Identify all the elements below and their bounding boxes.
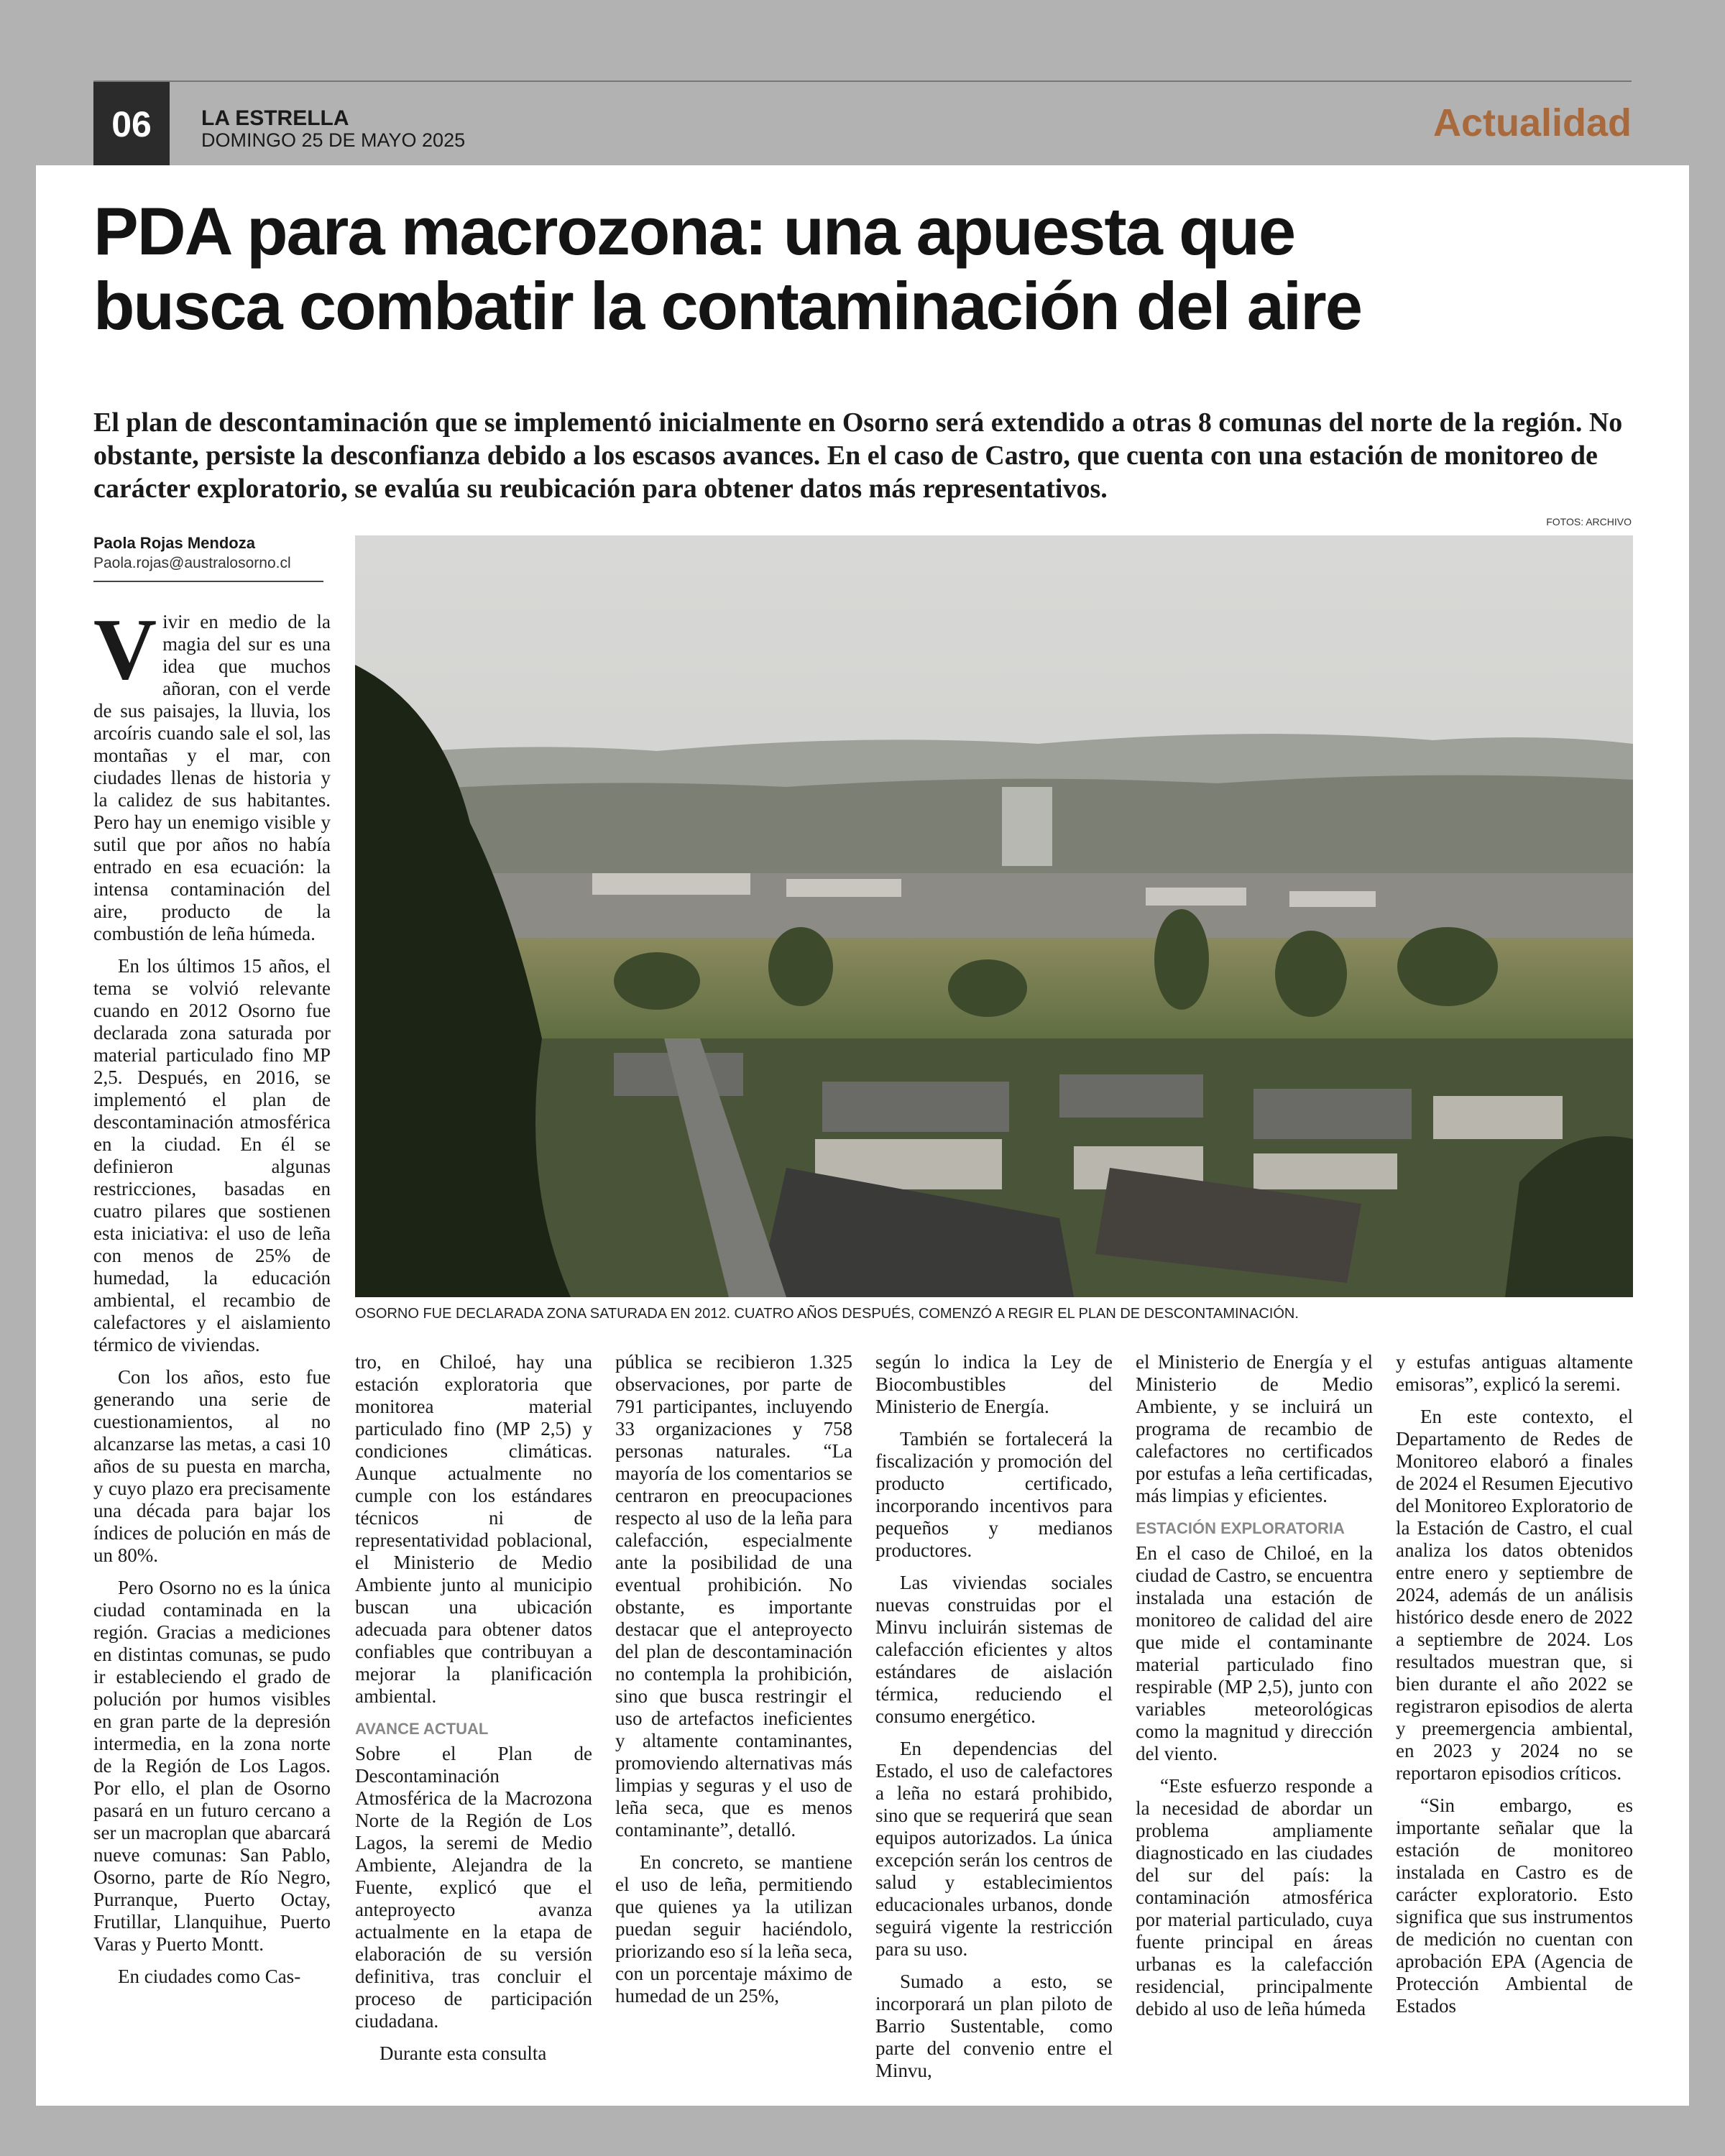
publication-date: DOMINGO 25 DE MAYO 2025: [201, 129, 466, 151]
paragraph: En los últimos 15 años, el tema se volvió relevante cuando en 2012 Osorno fue declarada zona saturada por material particulado fino MP 2,5. Después, en 2016, se implementó el plan de descontaminación atmosférica en la ciudad. En él se definieron algunas restricciones, basadas en cuatro pilares que sostienen esta iniciativa: el uso de leña con menos de 25% de humedad, la educación ambiental, el recambio de calefactores y el aislamiento térmico de viviendas.: [93, 955, 331, 1355]
author-email: Paola.rojas@australosorno.cl: [93, 555, 291, 571]
body-column-3: [615, 1351, 852, 2017]
page-number: 06: [93, 82, 170, 167]
body-column-5: [1136, 1351, 1373, 2030]
body-column-2: [355, 1351, 592, 2075]
paragraph: En este contexto, el Departamento de Redes de Monitoreo elaboró a finales de 2024 el Resumen Ejecutivo del Monitoreo Exploratorio de la Estación de Castro, el cual analiza los datos obtenidos entre enero y septiembre de 2024, además de un análisis histórico desde enero de 2022 a septiembre de 2024. Los resultados muestran que, si bien durante el año 2022 se registraron episodios de alerta y preemergencia ambiental, en 2023 y 2024 no se reportaron episodios críticos.: [1396, 1406, 1633, 1784]
drop-cap: V: [93, 601, 157, 698]
paragraph: Sumado a esto, se incorporará un plan piloto de Barrio Sustentable, como parte del convenio entre el Minvu,: [875, 1971, 1113, 2081]
author-rule: [93, 581, 323, 582]
headline-line-2: busca combatir la contaminación del aire: [93, 268, 1362, 344]
paragraph: También se fortalecerá la fiscalización y promoción del producto certificado, incorporando incentivos para pequeños y medianos productores.: [875, 1428, 1113, 1561]
paragraph: pública se recibieron 1.325 observaciones, por parte de 791 participantes, incluyendo 33 organizaciones y 758 personas naturales. “La mayoría de los comentarios se centraron en preocupaciones respecto al uso de la leña para calefacción, especialmente ante la posibilidad de una eventual prohibición. No obstante, es importante destacar que el anteproyecto del plan de descontaminación no contempla la prohibición, sino que busca restringir el uso de artefactos ineficientes y altamente contaminantes, promoviendo alternativas más limpias y seguras y el uso de leña seca, que es menos contaminante”, detalló.: [615, 1351, 852, 1841]
city-photo-illustration: [355, 535, 1633, 1297]
paragraph: Durante esta consulta: [380, 2042, 547, 2064]
photo-credit: FOTOS: ARCHIVO: [1546, 516, 1632, 528]
author-name: Paola Rojas Mendoza: [93, 534, 255, 552]
paragraph: En concreto, se mantiene el uso de leña, permitiendo que quienes ya la utilizan puedan seguir haciéndolo, priorizando eso sí la leña seca, con un porcentaje máximo de humedad de un 25%,: [615, 1851, 852, 2007]
paragraph: En ciudades como Cas-: [118, 1966, 301, 1987]
headline: [93, 194, 1646, 344]
body-column-4: [875, 1351, 1113, 2092]
paragraph: ivir en medio de la magia del sur es una idea que muchos añoran, con el verde de sus paisajes, la lluvia, los arcoíris cuando sale el sol, las montañas y el mar, con ciudades llenas de historia y la calidez de sus habitantes. Pero hay un enemigo visible y sutil que por años no había entrado en esa ecuación: la intensa contaminación del aire, producto de la combustión de leña húmeda.: [93, 611, 331, 944]
paragraph: Las viviendas sociales nuevas construidas por el Minvu incluirán sistemas de calefacción eficientes y altos estándares de aislación térmica, reduciendo el consumo energético.: [875, 1572, 1113, 1727]
body-column-1: [93, 601, 331, 1998]
paragraph: Sobre el Plan de Descontaminación Atmosférica de la Macrozona Norte de la Región de Los Lagos, la seremi de Medio Ambiente, Alejandra de la Fuente, explicó que el anteproyecto avanza actualmente en la etapa de elaboración de su versión definitiva, tras concluir el proceso de participación ciudadana.: [355, 1743, 592, 2032]
paragraph: En dependencias del Estado, el uso de calefactores a leña no estará prohibido, sino que se requerirá que sean equipos autorizados. La única excepción serán los centros de salud y establecimientos educacionales urbanos, donde seguirá vigente la restricción para su uso.: [875, 1738, 1113, 1960]
paragraph: y estufas antiguas altamente emisoras”, explicó la seremi.: [1396, 1351, 1633, 1395]
publication-name: LA ESTRELLA: [201, 106, 349, 130]
paragraph: “Sin embargo, es importante señalar que la estación de monitoreo instalada en Castro es de carácter exploratorio. Esto significa que sus instrumentos de medición no cuentan con aprobación EPA (Agencia de Protección Ambiental de Estados: [1396, 1795, 1633, 2017]
paragraph: Con los años, esto fue generando una serie de cuestionamientos, al no alcanzarse las metas, a casi 10 años de su puesta en marcha, y cuyo plazo era precisamente una década para bajar los índices de polución en más de un 80%.: [93, 1366, 331, 1566]
headline-line-1: PDA para macrozona: una apuesta que: [93, 193, 1295, 269]
paragraph-with-dropcap: [93, 601, 331, 945]
paragraph: Pero Osorno no es la única ciudad contaminada en la región. Gracias a mediciones en distintas comunas, se pudo ir estableciendo el grado de polución por humos visibles en gran parte de la depresión intermedia, en la zona norte de la Región de Los Lagos. Por ello, el plan de Osorno pasará en un futuro cercano a ser un macroplan que abarcará nueve comunas: San Pablo, Osorno, parte de Río Negro, Purranque, Puerto Octay, Frutillar, Llanquihue, Puerto Varas y Puerto Montt.: [93, 1577, 331, 1955]
city-photo: [355, 535, 1633, 1297]
section-label: Actualidad: [1432, 101, 1632, 144]
body-column-6: [1396, 1351, 1633, 2027]
paragraph: “Este esfuerzo responde a la necesidad de abordar un problema ampliamente diagnosticado en las ciudades del sur del país: la contaminación atmosférica por material particulado, cuya fuente principal en áreas urbanas es la calefacción residencial, principalmente debido al uso de leña húmeda: [1136, 1775, 1373, 2019]
paragraph: tro, en Chiloé, hay una estación exploratoria que monitorea material particulado fino (MP 2,5) y condiciones climáticas. Aunque actualmente no cumple con los estándares técnicos ni de representatividad poblacional, el Ministerio de Medio Ambiente junto al municipio buscan una ubicación adecuada para obtener datos confiables que contribuyan a mejorar la planificación ambiental.: [355, 1351, 592, 1707]
paragraph: el Ministerio de Energía y el Ministerio de Medio Ambiente, y se incluirá un programa de recambio de calefactores no certificados por estufas a leña certificadas, más limpias y eficientes.: [1136, 1351, 1373, 1506]
photo-caption: OSORNO FUE DECLARADA ZONA SATURADA EN 2012. CUATRO AÑOS DESPUÉS, COMENZÓ A REGIR EL PLAN DE DESCONTAMINACIÓN.: [355, 1306, 1299, 1322]
paragraph: según lo indica la Ley de Biocombustibles del Ministerio de Energía.: [875, 1351, 1113, 1417]
masthead-rule: [93, 80, 1632, 82]
deck: El plan de descontaminación que se implementó inicialmente en Osorno será extendido a otras 8 comunas del norte de la región. No obstante, persiste la desconfianza debido a los escasos avances. En el caso de Castro, que cuenta con una estación de monitoreo de carácter exploratorio, se evalúa su reubicación para obtener datos más representativos.: [93, 407, 1623, 504]
publication-info: [201, 108, 465, 151]
subhead-estacion-exploratoria: ESTACIÓN EXPLORATORIA: [1136, 1519, 1345, 1537]
paragraph: En el caso de Chiloé, en la ciudad de Castro, se encuentra instalada una estación de monitoreo de calidad del aire que mide el contaminante material particulado fino respirable (MP 2,5), junto con variables meteorológicas como la magnitud y dirección del viento.: [1136, 1542, 1373, 1764]
subhead-avance-actual: AVANCE ACTUAL: [355, 1720, 489, 1738]
